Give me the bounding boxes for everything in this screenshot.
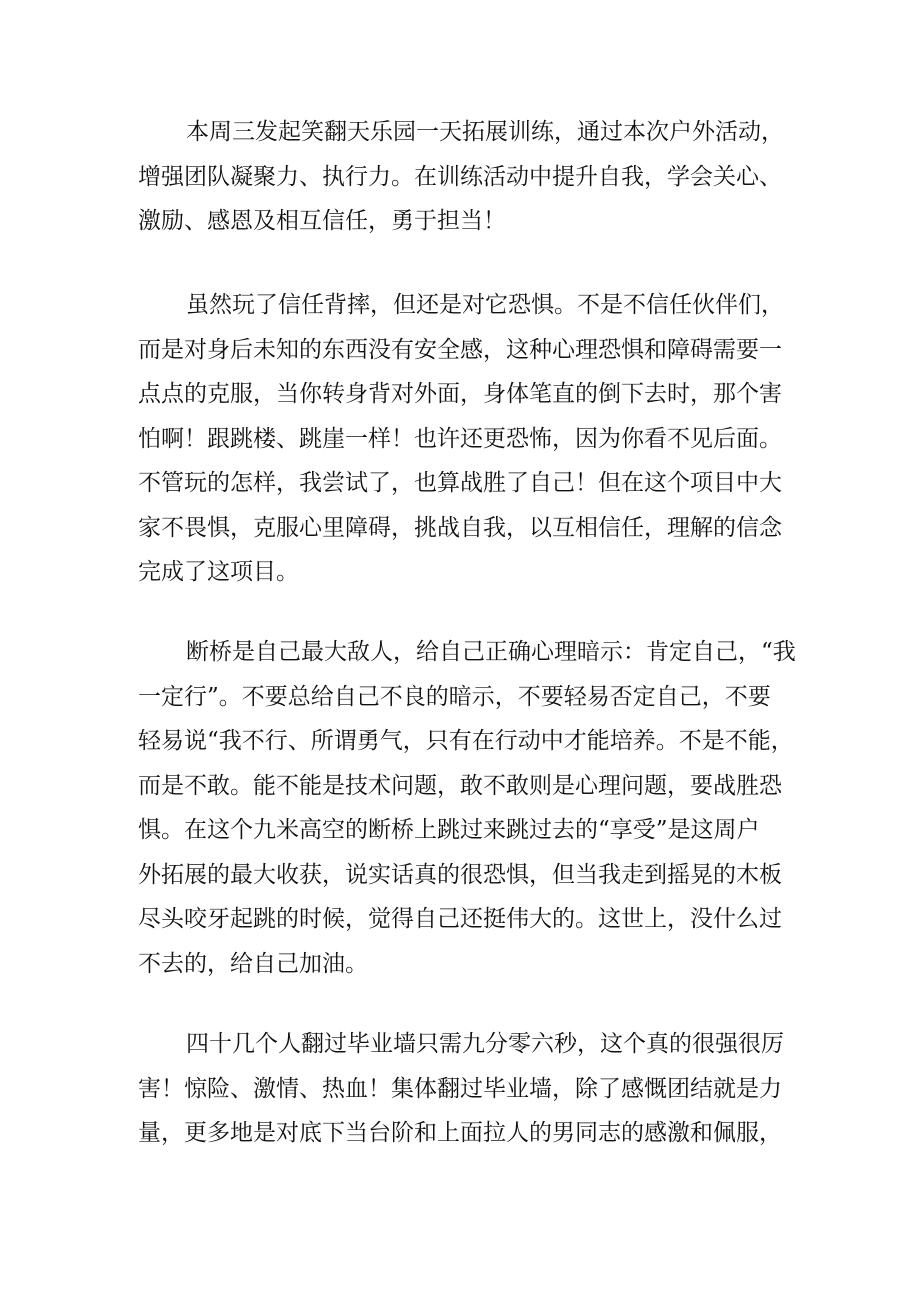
paragraph-1 (138, 110, 798, 244)
text-line: 而是对身后未知的东西没有安全感，这种心理恐惧和障碍需要一 (138, 336, 782, 363)
text-line: 虽然玩了信任背摔，但还是对它恐惧。不是不信任伙伴们， (186, 292, 784, 318)
text-line: 增强团队凝聚力、执行力。在训练活动中提升自我，学会关心、 (138, 163, 782, 190)
text-line: 不去的，给自己加油。 (138, 950, 368, 977)
text-line: 外拓展的最大收获，说实话真的很恐惧，但当我走到摇晃的木板 (138, 861, 782, 888)
text-line: 不管玩的怎样，我尝试了，也算战胜了自己！但在这个项目中大 (138, 470, 782, 496)
text-line: 而是不敢。能不能是技术问题，敢不敢则是心理问题，要战胜恐 (138, 772, 782, 799)
text-line: 家不畏惧，克服心里障碍，挑战自我，以互相信任，理解的信念 (138, 514, 782, 541)
text-line: 点点的克服，当你转身背对外面，身体笔直的倒下去时，那个害 (138, 381, 782, 407)
text-line: 轻易说“我不行、所谓勇气，只有在行动中才能培养。不是不能， (138, 728, 794, 754)
text-line: 怕啊！跟跳楼、跳崖一样！也许还更恐怖，因为你看不见后面。 (138, 425, 782, 452)
text-line: 完成了这项目。 (138, 559, 299, 585)
text-line: 断桥是自己最大敌人，给自己正确心理暗示：肯定自己，“我 (186, 639, 796, 665)
text-line: 激励、感恩及相互信任，勇于担当！ (138, 208, 506, 234)
paragraph-4 (138, 1022, 798, 1156)
text-line: 量，更多地是对底下当台阶和上面拉人的男同志的感激和佩服， (138, 1120, 782, 1146)
text-line: 惧。在这个九米高空的断桥上跳过来跳过去的“享受”是这周户 (138, 817, 760, 843)
text-line: 四十几个人翻过毕业墙只需九分零六秒，这个真的很强很厉 (186, 1031, 784, 1057)
text-line: 害！惊险、激情、热血！集体翻过毕业墙，除了感慨团结就是力 (138, 1075, 782, 1102)
text-line: 尽头咬牙起跳的时候，觉得自己还挺伟大的。这世上，没什么过 (138, 906, 782, 932)
paragraph-2 (138, 283, 798, 595)
text-line: 本周三发起笑翻天乐园一天拓展训练，通过本次户外活动， (186, 119, 784, 145)
paragraph-3 (138, 630, 798, 986)
text-line: 一定行”。不要总给自己不良的暗示，不要轻易否定自己，不要 (138, 683, 771, 710)
